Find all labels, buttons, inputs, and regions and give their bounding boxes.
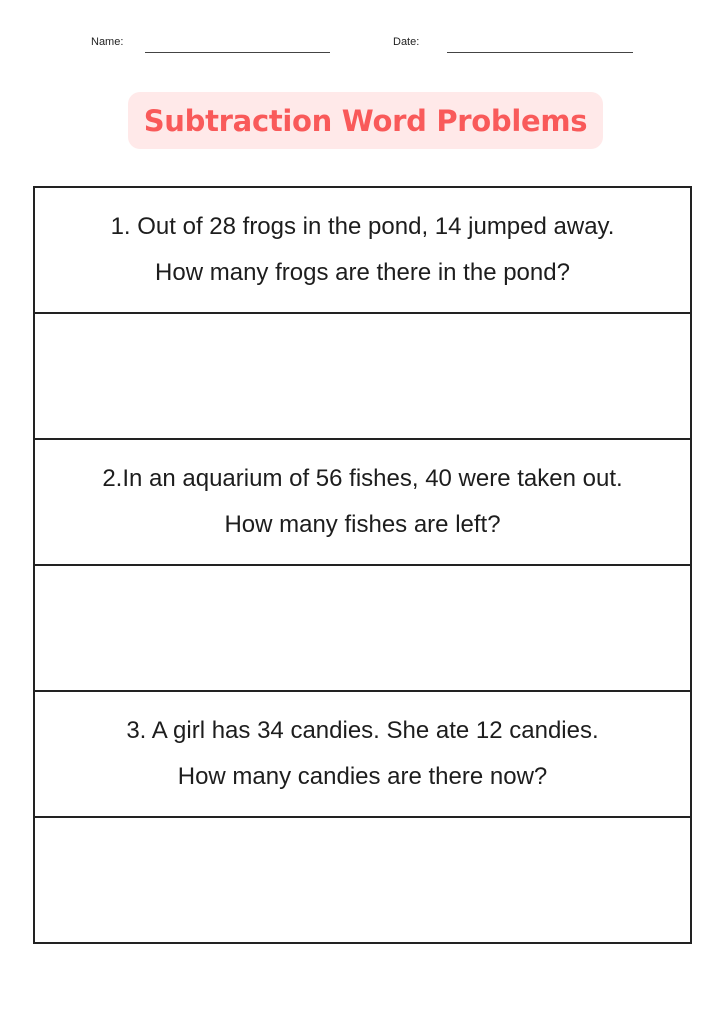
name-label: Name: <box>91 36 124 48</box>
problem-3-line-2: How many candies are there now? <box>177 763 548 790</box>
problem-1-line-1: 1. Out of 28 frogs in the pond, 14 jumped away. <box>110 213 615 240</box>
problem-table <box>33 186 692 944</box>
name-blank-line[interactable] <box>145 52 330 53</box>
problem-2-line-1: 2.In an aquarium of 56 fishes, 40 were taken out. <box>102 465 623 492</box>
problem-2-line-2: How many fishes are left? <box>224 511 501 538</box>
problem-3-question <box>35 690 690 816</box>
page-title: Subtraction Word Problems <box>143 103 588 138</box>
problem-3-line-1: 3. A girl has 34 candies. She ate 12 candies. <box>126 717 599 744</box>
title-banner <box>128 92 603 149</box>
problem-1-question <box>35 188 690 312</box>
date-blank-line[interactable] <box>447 52 633 53</box>
problem-1-line-2: How many frogs are there in the pond? <box>155 259 570 286</box>
problem-3-answer-box[interactable] <box>35 816 690 942</box>
problem-1-answer-box[interactable] <box>35 312 690 438</box>
problem-2-answer-box[interactable] <box>35 564 690 690</box>
date-label: Date: <box>393 36 420 48</box>
problem-2-question <box>35 438 690 564</box>
